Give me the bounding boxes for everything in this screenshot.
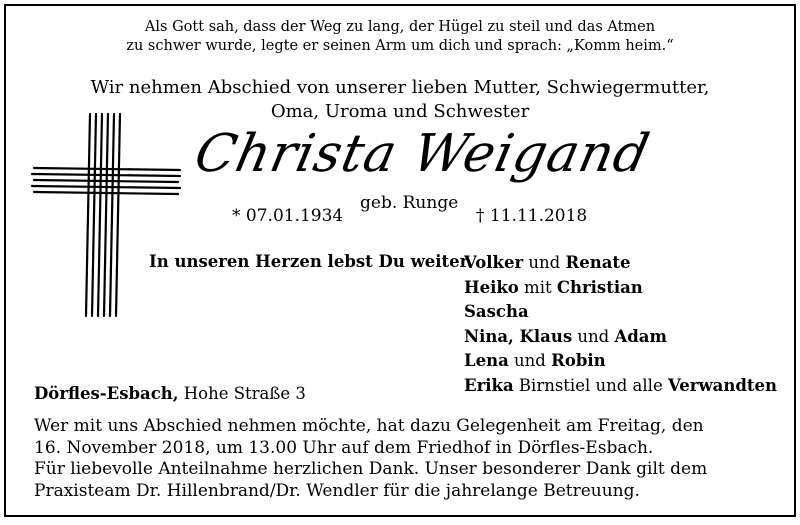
- verse-line-2: zu schwer wurde, legte er seinen Arm um dich und sprach: „Komm heim.“: [126, 38, 674, 54]
- mourner-row: [464, 276, 777, 301]
- mourner-connector: und: [523, 253, 566, 272]
- thanks-line-2: Praxisteam Dr. Hillenbrand/Dr. Wendler für die jahrelange Betreuung.: [34, 480, 640, 501]
- mourner-row: [464, 374, 777, 399]
- verse-line-1: Als Gott sah, dass der Weg zu lang, der Hügel zu steil und das Atmen: [144, 19, 656, 35]
- mourner-name: Verwandten: [667, 375, 777, 395]
- address-town: Dörfles-Esbach,: [34, 384, 179, 403]
- motto: In unseren Herzen lebst Du weiter.: [149, 252, 473, 271]
- intro-line-2: Oma, Uroma und Schwester: [270, 101, 530, 122]
- mourner-name: Nina, Klaus: [464, 326, 573, 346]
- mourner-connector: Birnstiel und alle: [513, 375, 668, 395]
- mourner-row: [464, 325, 777, 350]
- mourner-name: Robin: [551, 351, 606, 370]
- death-date: † 11.11.2018: [476, 206, 588, 226]
- address-street: Hohe Straße 3: [178, 384, 306, 403]
- mourner-connector: mit: [518, 277, 557, 297]
- mourner-connector: und: [508, 351, 552, 370]
- mourner-row: [464, 349, 777, 374]
- deceased-name: Christa Weigand: [189, 124, 655, 184]
- ceremony-line-1: Wer mit uns Abschied nehmen möchte, hat dazu Gelegenheit am Freitag, den: [34, 416, 704, 436]
- ceremony-line-2: 16. November 2018, um 13.00 Uhr auf dem Friedhof in Dörfles-Esbach.: [34, 437, 654, 458]
- mourner-row: [464, 300, 777, 325]
- maiden-name: geb. Runge: [360, 193, 459, 213]
- mourner-name: Christian: [556, 277, 643, 297]
- mourners-list: [464, 251, 777, 398]
- mourner-name: Lena: [464, 351, 509, 370]
- thanks-text: [34, 459, 707, 502]
- mourner-name: Heiko: [464, 277, 519, 297]
- mourner-name: Erika: [464, 375, 514, 395]
- mourner-row: [464, 251, 777, 276]
- mourner-connector: und: [572, 326, 615, 346]
- mourner-name: Adam: [614, 326, 667, 346]
- address: [34, 384, 306, 403]
- ceremony-info: [34, 416, 704, 459]
- cross-icon: [24, 110, 184, 320]
- verse: [6, 18, 794, 56]
- intro-line-1: Wir nehmen Abschied von unserer lieben Mutter, Schwiegermutter,: [90, 77, 710, 98]
- thanks-line-1: Für liebevolle Anteilnahme herzlichen Dank. Unser besonderer Dank gilt dem: [34, 459, 708, 479]
- mourner-name: Renate: [565, 253, 631, 272]
- obituary-notice: [4, 4, 796, 517]
- mourner-name: Sascha: [464, 302, 529, 321]
- mourner-name: Volker: [464, 253, 524, 272]
- birth-date: * 07.01.1934: [232, 206, 344, 226]
